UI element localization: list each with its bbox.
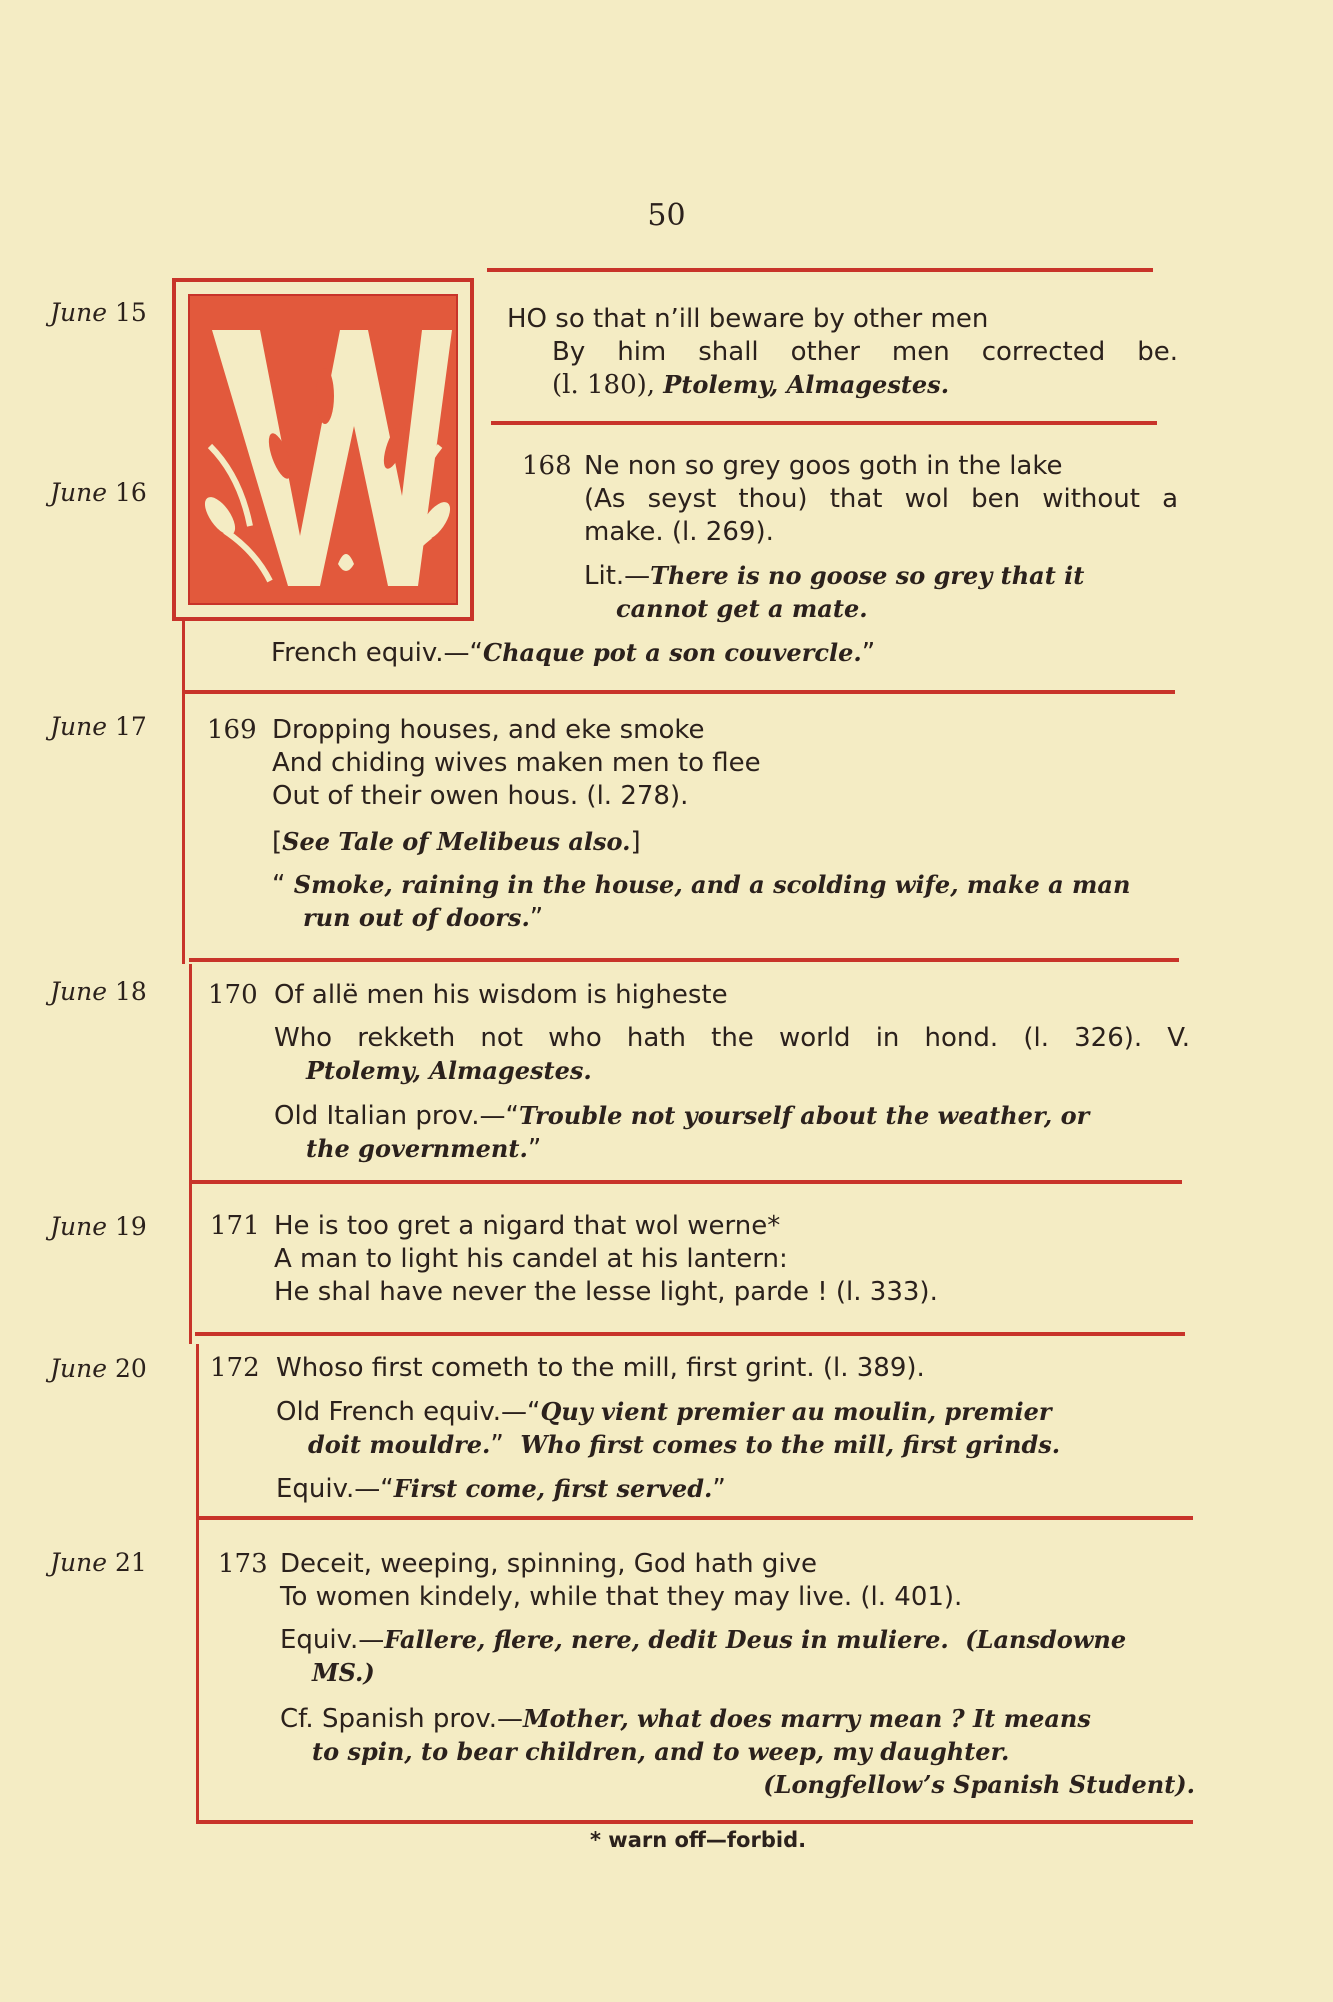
entry-167-ref: (l. 180),	[552, 370, 656, 400]
entry-173-line-2: To women kindely, while that they may live. (l. 401).	[280, 1582, 963, 1612]
rule-170-171	[192, 1180, 1182, 1184]
entry-172-equiv	[276, 1473, 726, 1505]
entry-168-line-2: (As seyst thou) that wol ben without a	[584, 484, 1178, 514]
date-june-15: June 15	[50, 298, 147, 327]
entry-168-lit	[584, 560, 1084, 592]
entry-170-prov-label: Old Italian prov.—“	[274, 1101, 520, 1131]
entry-172-equiv-text: First come, first served.	[393, 1474, 713, 1503]
entry-168-lit-text-1: There is no goose so grey that it	[650, 561, 1085, 590]
entry-169-quote	[272, 869, 1130, 901]
entry-172-number: 172	[210, 1353, 260, 1383]
entry-172-french-text-1: Quy vient premier au moulin, premier	[540, 1397, 1052, 1426]
entry-172-english-text: Who first comes to the mill, first grinds.	[520, 1430, 1061, 1459]
entry-172-equiv-close: ”	[712, 1474, 726, 1504]
entry-168-lit-text-2: cannot get a mate.	[616, 594, 868, 623]
entry-170-prov-2	[306, 1133, 541, 1165]
date-june-20: June 20	[50, 1354, 147, 1383]
entry-168-number: 168	[522, 451, 572, 481]
entry-168-french	[271, 637, 875, 669]
entry-167-line-1: HO so that n’ill beware by other men	[507, 304, 989, 334]
entry-172-french-label: Old French equiv.—“	[276, 1397, 541, 1427]
entry-169-see-close: ]	[630, 827, 641, 857]
entry-173-spanish-label: Cf. Spanish prov.—	[280, 1704, 524, 1734]
entry-173-line-1: Deceit, weeping, spinning, God hath give	[280, 1549, 817, 1579]
entry-173-spanish-text-2: to spin, to bear children, and to weep, my daughter.	[312, 1737, 1010, 1766]
entry-169-see-text: See Tale of Melibeus also.	[282, 827, 631, 856]
date-june-18: June 18	[50, 977, 147, 1006]
footnote: * warn off—forbid.	[590, 1828, 807, 1852]
page-number: 50	[647, 198, 686, 233]
entry-170-line-1: Of allë men his wisdom is higheste	[274, 980, 728, 1010]
entry-172-line-1: Whoso first cometh to the mill, first grint. (l. 389).	[276, 1353, 925, 1383]
entry-172-french-2	[308, 1429, 1060, 1461]
entry-170-prov-text-2: the government.	[306, 1134, 528, 1163]
entry-168-french-text: Chaque pot a son couvercle.	[483, 638, 862, 667]
entry-169-see	[272, 826, 641, 858]
rule-171-172	[195, 1332, 1185, 1336]
entry-169-line-1: Dropping houses, and eke smoke	[272, 715, 705, 745]
entry-173-number: 173	[218, 1549, 268, 1579]
entry-172-equiv-label: Equiv.—“	[276, 1474, 394, 1504]
entry-173-equiv-source-1: (Lansdowne	[965, 1625, 1127, 1654]
entry-171-line-3: He shal have never the lesse light, parde ! (l. 333).	[274, 1277, 938, 1307]
entry-171-number: 171	[210, 1211, 260, 1241]
initial-letter-w-icon	[190, 296, 464, 611]
entry-169-quote-open: “	[272, 870, 286, 900]
entry-172-french-close: ”	[490, 1430, 504, 1460]
date-june-16: June 16	[50, 478, 147, 507]
date-june-21: June 21	[50, 1548, 147, 1577]
entry-169-quote-text-2: run out of doors.	[303, 903, 530, 932]
initial-panel	[188, 294, 458, 605]
entry-167-source: Ptolemy, Almagestes.	[663, 370, 950, 399]
entry-170-prov	[274, 1100, 1089, 1132]
entry-169-number: 169	[207, 715, 257, 745]
entry-167-line-2: By him shall other men corrected be.	[552, 337, 1178, 367]
entry-173-spanish-source: (Longfellow’s Spanish Student).	[763, 1770, 1195, 1799]
entry-170-number: 170	[208, 980, 258, 1010]
entry-169-see-open: [	[272, 827, 283, 857]
entry-168-french-close: ”	[861, 638, 876, 668]
entry-173-equiv-label: Equiv.—	[280, 1625, 385, 1655]
left-rule-2	[189, 964, 192, 1344]
entry-169-quote-2	[303, 902, 543, 934]
entry-173-spanish-text-1: Mother, what does marry mean ? It means	[523, 1704, 1091, 1733]
entry-173-equiv-text: Fallere, flere, nere, dedit Deus in muliere.	[384, 1625, 949, 1654]
rule-top	[487, 268, 1153, 272]
entry-173-spanish	[280, 1703, 1091, 1735]
rule-169-170	[189, 958, 1179, 962]
entry-170-prov-close: ”	[527, 1134, 542, 1164]
entry-168-line-1: Ne non so grey goos goth in the lake	[584, 451, 1063, 481]
entry-169-quote-text-1: Smoke, raining in the house, and a scolding wife, make a man	[293, 870, 1131, 899]
rule-168-169	[185, 690, 1175, 694]
entry-169-line-2: And chiding wives maken men to flee	[272, 748, 761, 778]
entry-170-prov-text-1: Trouble not yourself about the weather, or	[519, 1101, 1090, 1130]
entry-169-quote-close: ”	[529, 903, 544, 933]
entry-172-french	[276, 1396, 1052, 1428]
rule-172-173	[198, 1516, 1193, 1520]
entry-167-line-3	[552, 369, 949, 401]
entry-172-french-text-2: doit mouldre.	[308, 1430, 491, 1459]
entry-170-line-3: Ptolemy, Almagestes.	[306, 1056, 592, 1085]
entry-170-line-2: Who rekketh not who hath the world in hond. (l. 326). V.	[274, 1023, 1190, 1053]
entry-168-lit-label: Lit.—	[584, 561, 651, 591]
date-june-19: June 19	[50, 1212, 147, 1241]
left-rule-1	[182, 620, 185, 964]
entry-171-line-2: A man to light his candel at his lantern:	[274, 1244, 788, 1274]
entry-169-line-3: Out of their owen hous. (l. 278).	[272, 781, 689, 811]
entry-173-equiv	[280, 1624, 1126, 1656]
entry-173-equiv-source-2: MS.)	[312, 1658, 375, 1687]
left-rule-3	[196, 1344, 199, 1824]
entry-168-french-label: French equiv.—“	[271, 638, 483, 668]
decorated-initial	[172, 278, 474, 621]
rule-bottom	[198, 1820, 1193, 1824]
rule-167-168	[491, 421, 1157, 425]
entry-168-line-3: make. (l. 269).	[584, 517, 774, 547]
entry-171-line-1: He is too gret a nigard that wol werne*	[274, 1211, 781, 1241]
date-june-17: June 17	[50, 712, 147, 741]
